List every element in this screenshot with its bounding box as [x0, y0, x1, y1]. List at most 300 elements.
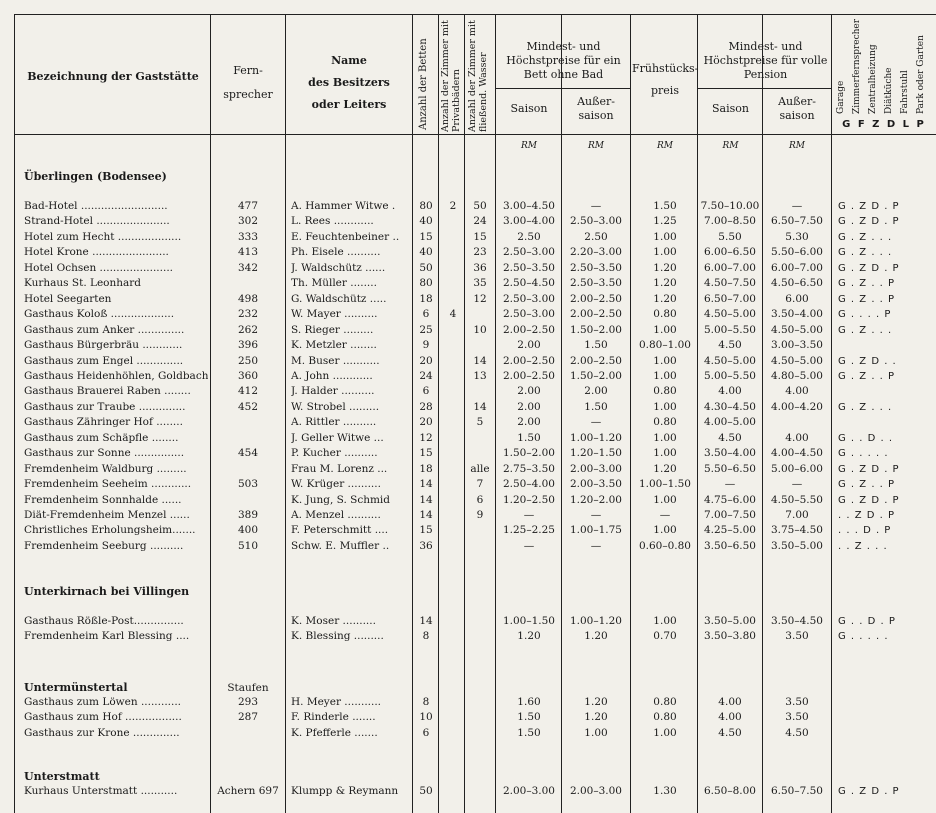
table-row [0, 415, 936, 430]
cell-fac: . . Z . . . [838, 540, 888, 552]
cell-vs: 7.00–8.50 [703, 215, 756, 228]
cell-po: 1.00–1.20 [569, 615, 622, 627]
table-row [0, 477, 936, 492]
cell-name: Gasthaus zur Krone .............. [24, 726, 180, 739]
cell-vo: 6.00–7.00 [770, 261, 823, 274]
table-row [0, 245, 936, 260]
cell-po: 1.20 [584, 711, 608, 724]
cell-vo: 4.50–5.00 [770, 354, 823, 367]
cell-beds: 28 [419, 400, 433, 413]
currency-mark: RM [657, 141, 673, 151]
cell-fac: G . . . . P [838, 309, 892, 321]
cell-beds: 6 [422, 726, 430, 739]
table-row [0, 493, 936, 508]
cell-vs: 3.50–5.00 [703, 615, 756, 627]
cell-po: 2.00–2.50 [569, 292, 622, 305]
cell-name: Diät-Fremdenheim Menzel ...... [24, 509, 190, 521]
cell-tel: 293 [237, 696, 259, 708]
cell-owner: M. Buser ........... [291, 354, 380, 367]
cell-fac: G . Z . . . [838, 324, 893, 336]
cell-name: Fremdenheim Seeheim ............ [24, 478, 192, 491]
cell-fac: . . . D . P [838, 525, 892, 537]
cell-vo: 5.30 [785, 230, 809, 243]
cell-fac: G . Z D . P [838, 201, 900, 212]
cell-owner: A. John ............ [291, 369, 373, 382]
cell-vs: 6.00–6.50 [703, 246, 756, 259]
cell-vs: 5.00–5.50 [703, 323, 756, 336]
cell-ps: — [523, 509, 535, 521]
cell-vo: 3.50 [785, 696, 809, 708]
cell-tel: 477 [237, 200, 259, 212]
header-pension-offseason [763, 95, 831, 123]
cell-beds: 14 [419, 615, 433, 627]
header-pension-offseason-line2: saison [779, 109, 815, 122]
table-row [0, 261, 936, 276]
cell-owner: H. Meyer ........... [291, 696, 382, 708]
sub-header-line [495, 88, 631, 89]
section-title: Unterkirnach bei Villingen [24, 585, 190, 598]
header-private-baths: Anzahl der Zimmer mit Privatbädern [440, 20, 462, 132]
cell-water: 50 [473, 200, 487, 212]
cell-po: 2.00–3.50 [569, 478, 622, 491]
currency-mark: RM [722, 141, 739, 151]
currency-mark: RM [588, 141, 604, 151]
header-bed-offseason-line1: Außer- [577, 95, 615, 108]
cell-vs: 7.00–7.50 [703, 509, 756, 521]
cell-vs: 6.50–8.00 [703, 785, 756, 797]
cell-water: 14 [473, 354, 487, 367]
cell-owner: K. Pfefferle ....... [291, 726, 378, 739]
cell-vo: 4.00 [785, 385, 809, 398]
cell-tel: 232 [237, 308, 259, 321]
cell-name: Gasthaus Rößle-Post............... [24, 615, 184, 627]
cell-po: 1.50 [584, 400, 608, 413]
header-telephone [212, 64, 284, 102]
header-bed-price-line3: Bett ohne Bad [523, 68, 604, 81]
cell-vs: 6.00–7.00 [703, 261, 756, 274]
cell-ps: 1.60 [517, 696, 541, 708]
cell-vs: 3.50–6.50 [703, 539, 756, 552]
table-row [0, 276, 936, 291]
cell-vs: 4.00 [718, 385, 742, 398]
cell-ps: 2.50 [517, 230, 541, 243]
header-tel-line2: sprecher [223, 88, 273, 101]
table-row [0, 384, 936, 399]
cell-name: Fremdenheim Sonnhalde ...... [24, 493, 182, 506]
cell-beds: 8 [422, 696, 430, 708]
cell-beds: 36 [419, 539, 433, 552]
header-owner-line3: oder Leiters [311, 98, 387, 111]
cell-fr: 1.00 [653, 354, 677, 367]
table-row [0, 431, 936, 446]
cell-name: Hotel Ochsen ...................... [24, 261, 173, 274]
header-beds: Anzahl der Betten [418, 38, 429, 130]
header-pension-line2: Höchstpreise für volle [703, 54, 828, 67]
cell-po: — [590, 416, 602, 429]
cell-water: 36 [473, 261, 487, 274]
cell-owner: K. Moser .......... [291, 615, 376, 627]
cell-ps: 2.50–3.50 [502, 261, 555, 274]
cell-owner: W. Mayer .......... [291, 308, 378, 321]
cell-beds: 14 [419, 509, 433, 521]
cell-po: 2.50 [584, 230, 608, 243]
cell-vs: 5.50 [718, 230, 742, 243]
cell-fr: 0.80 [653, 416, 677, 429]
cell-fac: G . Z . . P [838, 293, 896, 305]
cell-po: 1.50 [584, 339, 608, 352]
section-title: Unterstmatt [24, 770, 100, 783]
table-row [0, 354, 936, 369]
cell-name: Gasthaus zum Schäpfle ........ [24, 431, 179, 444]
cell-tel: 250 [237, 354, 259, 367]
cell-po: 1.50–2.00 [569, 323, 622, 336]
cell-po: 2.00 [584, 385, 608, 398]
cell-name: Gasthaus Brauerei Raben ........ [24, 385, 191, 398]
cell-beds: 24 [419, 369, 433, 382]
cell-beds: 6 [422, 385, 430, 398]
header-breakfast [632, 62, 698, 98]
table-row [0, 726, 936, 741]
cell-owner: S. Rieger ......... [291, 323, 374, 336]
cell-vo: 3.50 [785, 630, 809, 643]
cell-po: 1.00–1.75 [569, 524, 622, 537]
header-breakfast-line2: preis [651, 84, 679, 97]
cell-vo: 4.00 [785, 431, 809, 444]
cell-ps: 1.20–2.50 [502, 493, 555, 506]
cell-po: — [590, 539, 602, 552]
section-title: Untermünstertal [24, 681, 128, 694]
cell-vo: 4.50–5.00 [770, 323, 823, 336]
cell-fr: 1.30 [653, 785, 677, 797]
cell-name: Strand-Hotel ...................... [24, 215, 170, 228]
cell-fr: 1.00 [653, 246, 677, 259]
cell-vo: 4.50 [785, 726, 809, 739]
header-fac-garage: Garage [836, 80, 846, 114]
cell-vo: — [791, 478, 803, 491]
cell-owner: Th. Müller ........ [291, 277, 377, 290]
header-owner-line1: Name [331, 54, 367, 67]
cell-fac: G . Z . . P [838, 479, 896, 491]
header-establishment: Bezeichnung der Gaststätte [27, 70, 199, 83]
cell-ps: 1.20 [517, 630, 541, 643]
sub-header-line [697, 88, 832, 89]
header-bed-season: Saison [510, 102, 548, 115]
cell-po: 2.00–2.50 [569, 308, 622, 321]
table-row [0, 214, 936, 229]
cell-owner: A. Hammer Witwe . [291, 200, 396, 212]
cell-ps: 2.75–3.50 [502, 462, 555, 475]
table-row [0, 323, 936, 338]
header-bed-price [497, 40, 630, 82]
cell-name: Gasthaus zum Hof ................. [24, 711, 182, 724]
cell-po: 1.50–2.00 [569, 369, 622, 382]
header-bed-offseason-line2: saison [578, 109, 614, 122]
cell-owner: P. Kucher .......... [291, 447, 378, 460]
cell-owner: A. Menzel .......... [291, 509, 381, 521]
table-row [0, 369, 936, 384]
cell-bath: 2 [449, 200, 457, 212]
cell-tel: 400 [237, 524, 259, 537]
cell-water: 35 [473, 277, 487, 290]
cell-ps: 2.50–4.00 [502, 478, 555, 491]
cell-owner: Klumpp & Reymann [291, 785, 399, 797]
cell-owner: W. Krüger .......... [291, 478, 381, 491]
cell-vs: 6.50–7.00 [703, 292, 756, 305]
cell-beds: 12 [419, 431, 433, 444]
cell-vo: 3.75–4.50 [770, 524, 823, 537]
cell-fr: 1.00 [653, 323, 677, 336]
cell-po: 1.20–2.00 [569, 493, 622, 506]
cell-ps: 2.00 [517, 385, 541, 398]
table-row [0, 508, 936, 523]
cell-fac: G . Z D . P [838, 216, 900, 228]
cell-owner: K. Metzler ........ [291, 339, 377, 352]
cell-name: Gasthaus zum Engel .............. [24, 354, 184, 367]
cell-fac: G . Z D . P [838, 463, 900, 475]
cell-fr: 1.20 [653, 277, 677, 290]
table-row [0, 784, 936, 799]
table-row [0, 338, 936, 353]
cell-tel: 333 [237, 230, 259, 243]
cell-ps: 2.00 [517, 400, 541, 413]
cell-vo: 7.00 [785, 509, 809, 521]
cell-vo: 4.50–6.50 [770, 277, 823, 290]
cell-po: 2.00–2.50 [569, 354, 622, 367]
cell-owner: G. Waldschütz ..... [291, 292, 387, 305]
cell-vs: 4.50–5.00 [703, 308, 756, 321]
cell-fac: G . Z . . . [838, 231, 893, 243]
cell-beds: 18 [419, 462, 433, 475]
cell-fr: 0.80 [653, 308, 677, 321]
cell-name: Gasthaus Bürgerbräu ............ [24, 339, 183, 352]
cell-fr: 0.80 [653, 696, 677, 708]
cell-po: 2.00–3.00 [569, 462, 622, 475]
cell-tel: 396 [237, 339, 259, 352]
cell-beds: 80 [419, 200, 433, 212]
cell-owner: E. Feuchtenbeiner .. [291, 230, 400, 243]
cell-owner: Frau M. Lorenz ... [291, 462, 388, 475]
cell-vo: 3.50–5.00 [770, 539, 823, 552]
cell-fr: 1.25 [653, 215, 677, 228]
cell-fac: G . Z . . P [838, 370, 896, 382]
cell-vs: 4.50–7.50 [703, 277, 756, 290]
cell-tel: 389 [237, 509, 259, 521]
cell-vo: 4.00–4.50 [770, 447, 823, 460]
cell-ps: 1.50–2.00 [502, 447, 555, 460]
cell-vs: 4.00–5.00 [703, 416, 756, 429]
cell-beds: 15 [419, 230, 433, 243]
cell-fac: G . Z D . P [838, 786, 900, 797]
cell-owner: W. Strobel ......... [291, 400, 380, 413]
cell-vo: 6.00 [785, 292, 809, 305]
cell-fac: G . Z D . . [838, 355, 897, 367]
header-running-water: Anzahl der Zimmer mit fließend. Wasser [467, 20, 489, 132]
cell-fr: 1.00 [653, 493, 677, 506]
section-telephone-exchange: Staufen [227, 682, 269, 694]
table-row [0, 292, 936, 307]
cell-fr: 1.00 [653, 524, 677, 537]
cell-fr: 1.20 [653, 261, 677, 274]
table-row [0, 446, 936, 461]
cell-beds: 14 [419, 493, 433, 506]
table-row [0, 539, 936, 554]
cell-name: Bad-Hotel .......................... [24, 200, 168, 212]
cell-owner: J. Geller Witwe ... [291, 431, 384, 444]
cell-vo: 3.50–4.00 [770, 308, 823, 321]
cell-fr: 1.20 [653, 462, 677, 475]
header-bed-price-line1: Mindest- und [526, 40, 601, 53]
header-fac-park: Park oder Garten [916, 35, 926, 114]
header-fac-letters: G F Z D L P [842, 119, 926, 130]
cell-beds: 15 [419, 524, 433, 537]
table-row [0, 400, 936, 415]
header-owner [287, 50, 411, 116]
cell-po: — [590, 200, 602, 212]
cell-fr: 0.60–0.80 [638, 539, 691, 552]
cell-beds: 18 [419, 292, 433, 305]
cell-ps: — [523, 539, 535, 552]
cell-fac: G . . . . . [838, 631, 889, 643]
cell-beds: 25 [419, 323, 433, 336]
header-bed-offseason [562, 95, 630, 123]
cell-vo: 4.50–5.50 [770, 493, 823, 506]
cell-name: Gasthaus Heidenhöhlen, Goldbach [24, 369, 208, 382]
cell-water: 10 [473, 323, 487, 336]
table-row [0, 230, 936, 245]
cell-owner: J. Waldschütz ...... [291, 261, 386, 274]
cell-vo: 6.50–7.50 [770, 215, 823, 228]
cell-name: Gasthaus zur Sonne ............... [24, 447, 185, 460]
cell-vs: — [724, 478, 736, 491]
cell-ps: 2.50–4.50 [502, 277, 555, 290]
cell-name: Kurhaus Unterstmatt ........... [24, 785, 178, 797]
cell-fr: 0.80 [653, 711, 677, 724]
cell-vo: 3.00–3.50 [770, 339, 823, 352]
cell-po: — [590, 509, 602, 521]
header-bed-price-line2: Höchstpreise für ein [506, 54, 621, 67]
cell-po: 1.20 [584, 630, 608, 643]
table-row [0, 614, 936, 629]
cell-vs: 4.75–6.00 [703, 493, 756, 506]
currency-mark: RM [521, 141, 537, 151]
cell-ps: 2.00–2.50 [502, 369, 555, 382]
cell-beds: 8 [422, 630, 430, 643]
cell-tel: Achern 697 [217, 785, 279, 797]
table-row [0, 523, 936, 538]
header-pension-line3: Pension [743, 68, 788, 81]
cell-ps: 1.00–1.50 [502, 615, 555, 627]
cell-fr: 0.70 [653, 630, 677, 643]
cell-fr: 1.20 [653, 292, 677, 305]
cell-tel: 262 [237, 323, 259, 336]
cell-fr: — [659, 509, 671, 521]
cell-vs: 4.25–5.00 [703, 524, 756, 537]
cell-po: 2.00–3.00 [569, 785, 622, 797]
header-pension-line1: Mindest- und [728, 40, 803, 53]
cell-po: 1.20–1.50 [569, 447, 622, 460]
cell-ps: 1.50 [517, 711, 541, 724]
cell-fac: G . . D . . [838, 432, 894, 444]
header-fac-lift: Fahrstuhl [900, 70, 910, 114]
cell-vo: — [791, 200, 803, 212]
header-fac-diet: Diätküche [884, 67, 894, 114]
cell-name: Hotel Seegarten [24, 292, 112, 305]
cell-fac: G . Z . . P [838, 278, 896, 290]
cell-name: Gasthaus zum Anker .............. [24, 323, 185, 336]
cell-tel: 454 [237, 447, 259, 460]
cell-fr: 1.00 [653, 615, 677, 627]
cell-name: Kurhaus St. Leonhard [24, 277, 142, 290]
section-title: Überlingen (Bodensee) [24, 170, 167, 183]
cell-water: 12 [473, 292, 487, 305]
cell-owner: L. Rees ............ [291, 215, 374, 228]
table-top-border [14, 14, 936, 15]
cell-water: 5 [476, 416, 484, 429]
cell-ps: 2.00 [517, 416, 541, 429]
cell-fr: 1.00 [653, 230, 677, 243]
cell-ps: 2.00–2.50 [502, 323, 555, 336]
table-row [0, 199, 936, 214]
header-pension-price [699, 40, 832, 82]
cell-owner: F. Rinderle ....... [291, 711, 376, 724]
cell-vo: 5.00–6.00 [770, 462, 823, 475]
header-tel-line1: Fern- [233, 64, 263, 77]
cell-beds: 10 [419, 711, 433, 724]
cell-vo: 4.80–5.00 [770, 369, 823, 382]
cell-beds: 50 [419, 785, 433, 797]
cell-vo: 3.50–4.50 [770, 615, 823, 627]
cell-water: 23 [473, 246, 487, 259]
cell-owner: Schw. E. Muffler .. [291, 539, 390, 552]
cell-fr: 1.50 [653, 200, 677, 212]
cell-ps: 2.00–3.00 [502, 785, 555, 797]
cell-owner: K. Jung, S. Schmid [291, 493, 391, 506]
cell-water: 7 [476, 478, 484, 491]
cell-ps: 2.00–2.50 [502, 354, 555, 367]
cell-fac: G . . D . P [838, 616, 896, 627]
header-breakfast-line1: Frühstücks- [632, 62, 699, 75]
cell-water: 13 [473, 369, 487, 382]
cell-tel: 452 [237, 400, 259, 413]
cell-name: Gasthaus Zähringer Hof ........ [24, 416, 183, 429]
cell-bath: 4 [449, 308, 457, 321]
cell-name: Gasthaus zur Traube .............. [24, 400, 186, 413]
cell-vs: 4.00 [718, 711, 742, 724]
cell-tel: 510 [237, 539, 259, 552]
cell-name: Fremdenheim Karl Blessing .... [24, 630, 190, 643]
cell-ps: 3.00–4.00 [502, 215, 555, 228]
cell-vs: 4.50 [718, 726, 742, 739]
cell-name: Hotel zum Hecht ................... [24, 230, 182, 243]
cell-water: 14 [473, 400, 487, 413]
cell-name: Fremdenheim Waldburg ......... [24, 462, 187, 475]
cell-tel: 302 [237, 215, 259, 228]
cell-ps: 1.50 [517, 726, 541, 739]
cell-tel: 503 [237, 478, 259, 491]
cell-vs: 4.00 [718, 696, 742, 708]
cell-beds: 9 [422, 339, 430, 352]
cell-name: Gasthaus Koloß ................... [24, 308, 175, 321]
cell-vs: 3.50–3.80 [703, 630, 756, 643]
cell-po: 2.20–3.00 [569, 246, 622, 259]
cell-beds: 20 [419, 354, 433, 367]
cell-ps: 2.50–3.00 [502, 292, 555, 305]
cell-vs: 5.00–5.50 [703, 369, 756, 382]
cell-beds: 14 [419, 478, 433, 491]
cell-beds: 80 [419, 277, 433, 290]
table-row [0, 307, 936, 322]
cell-ps: 2.50–3.00 [502, 308, 555, 321]
